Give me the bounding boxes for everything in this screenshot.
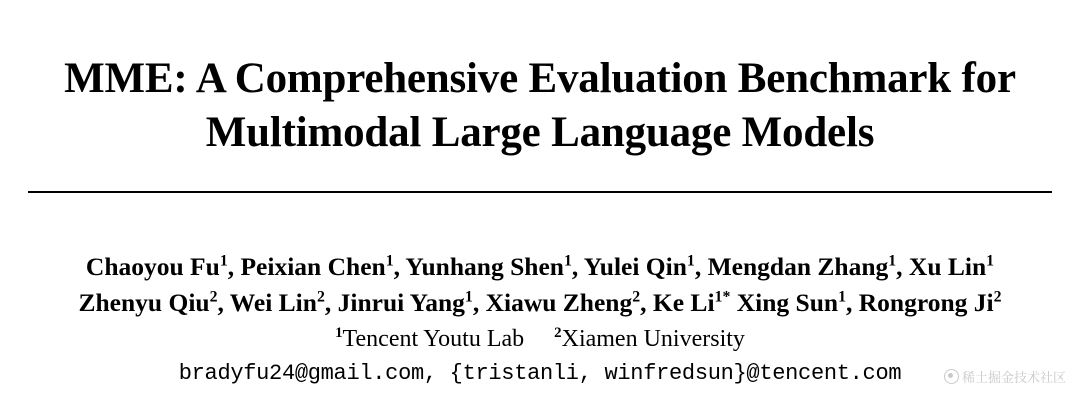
author-affiliation-marker: 2: [316, 288, 325, 306]
author-name: Wei Lin: [229, 287, 317, 317]
author-name: Jinrui Yang: [337, 287, 465, 317]
author-affiliation-marker: 2: [993, 288, 1002, 306]
author-name: Ke Li: [652, 287, 715, 317]
author-affiliation-marker: 2: [632, 288, 641, 306]
author-name: Rongrong Ji: [858, 287, 994, 317]
affiliation-marker: 1: [335, 324, 343, 341]
author-affiliation-marker: 2: [209, 288, 218, 306]
author-name: Zhenyu Qiu: [78, 287, 210, 317]
affiliation-name: Xiamen University: [561, 325, 745, 352]
author-name: Yulei Qin: [583, 252, 687, 282]
header-divider: [28, 191, 1052, 193]
author-affiliation-marker: 1: [686, 252, 695, 270]
author-affiliation-marker: 1: [219, 252, 228, 270]
title-line-2: Multimodal Large Language Models: [205, 109, 875, 157]
affiliation-list: [28, 324, 1052, 355]
author-name: Chaoyou Fu: [85, 252, 220, 282]
affiliation-name: Tencent Youtu Lab: [342, 325, 525, 352]
author-affiliation-marker: 1: [888, 252, 897, 270]
author-list: [28, 249, 1052, 319]
author-name: Mengdan Zhang: [707, 252, 889, 282]
author-affiliation-marker: 1: [385, 252, 394, 270]
author-row-2: Zhenyu Qiu$^2$, Wei Lin$^2$, Jinrui Yang$^1$, Xiawu Zheng$^2$, Ke $Li^{1*}$ Xing Sun$^1$, Rongrong Ji$^2$: [78, 287, 1002, 317]
author-name: Yunhang Shen: [405, 252, 564, 282]
author-affiliation-marker: 1: [464, 288, 473, 306]
affiliation-marker: 2: [554, 324, 562, 341]
page-title: [28, 0, 1052, 160]
corresponding-author-marker: *: [722, 288, 731, 306]
author-name: Xu Lin: [908, 252, 987, 282]
contact-emails: bradyfu24@gmail.com, {tristanli, winfredsun}@tencent.com: [178, 360, 902, 386]
author-affiliation-marker: 1: [838, 288, 846, 306]
author-affiliation-marker: 1: [563, 252, 572, 270]
author-name: Xiawu Zheng: [485, 287, 633, 317]
author-name: Xing Sun: [736, 287, 839, 317]
author-row-1: Chaoyou Fu$^1$, Peixian Chen$^1$, Yunhang Shen$^1$, Yulei Qin$^1$, Mengdan Zhang$^1$, Xu Lin$^1$: [85, 252, 995, 282]
title-line-1: MME: A Comprehensive Evaluation Benchmark for: [64, 55, 1016, 102]
watermark-logo-icon: [944, 369, 959, 384]
watermark: [944, 367, 1066, 386]
watermark-label: 稀土掘金技术社区: [961, 370, 1066, 385]
author-name: Peixian Chen: [240, 252, 386, 282]
author-affiliation-marker: 1: [986, 252, 995, 270]
author-affiliation-marker: 1: [714, 288, 723, 306]
